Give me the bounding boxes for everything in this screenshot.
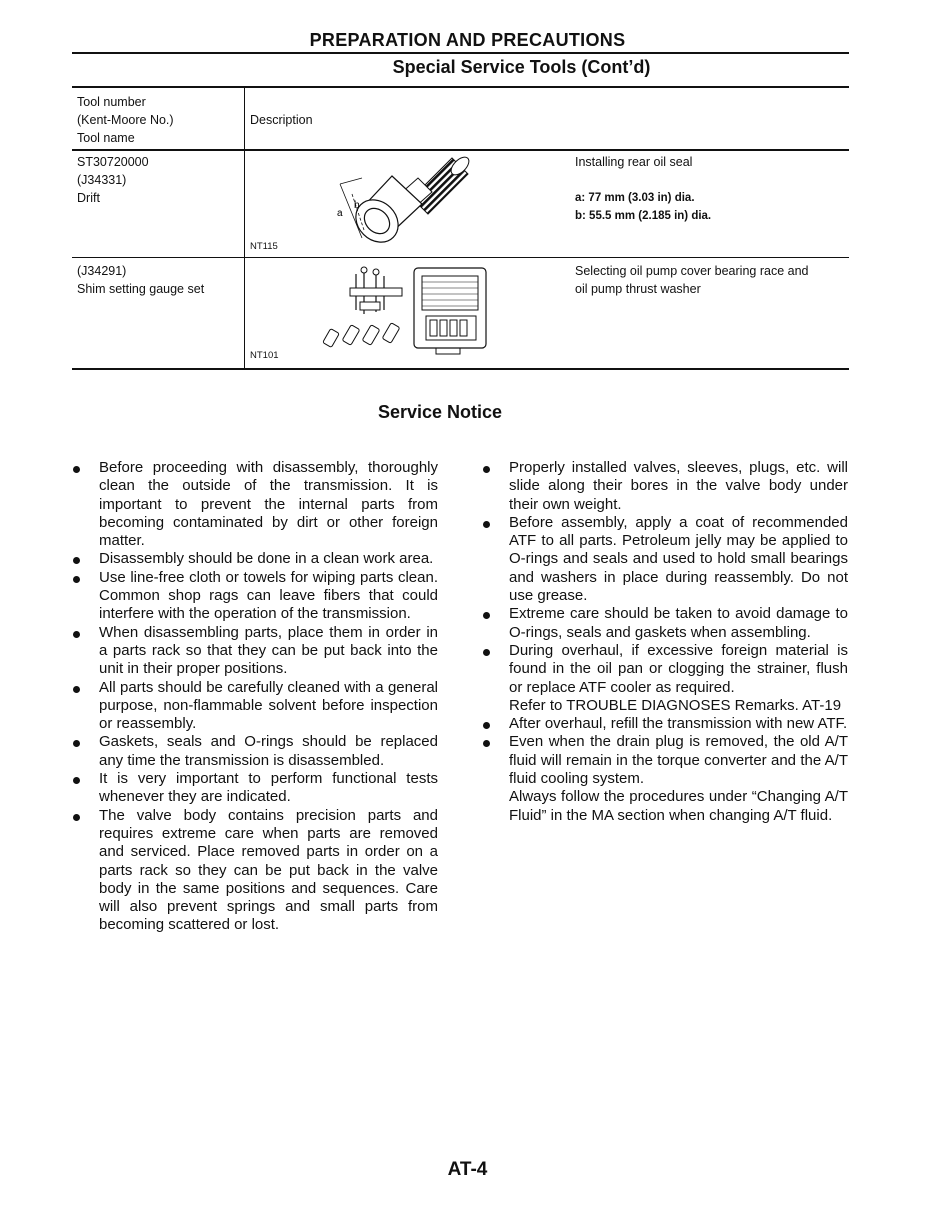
notice-item: Properly installed valves, sleeves, plugs, etc. will slide along their bores in the valve body under their own weight. — [482, 459, 848, 514]
notice-item: All parts should be carefully cleaned with a general purpose, non-flammable solvent before inspection or reassembly. — [72, 679, 438, 734]
notice-left-column — [72, 459, 438, 935]
page-number: AT-4 — [447, 1159, 488, 1180]
notice-item: Before proceeding with disassembly, thoroughly clean the outside of the transmission. It is important to prevent the internal parts from becoming contaminated by dirt or other foreign matter. — [72, 459, 438, 550]
page-title: PREPARATION AND PRECAUTIONS — [309, 30, 626, 50]
title-rule — [72, 52, 849, 54]
table-bottom-rule — [72, 368, 849, 370]
description-gauge-set — [575, 262, 808, 298]
tool-header-line: Tool name — [77, 131, 135, 145]
spec-b: b: 55.5 mm (2.185 in) dia. — [575, 210, 712, 222]
dimension-b-label: b — [354, 200, 360, 211]
notice-item: It is very important to perform functional tests whenever they are indicated. — [72, 770, 438, 807]
tool-cell-gauge-set — [77, 262, 204, 298]
dimension-a-label: a — [337, 208, 343, 219]
notice-item: The valve body contains precision parts and requires extreme care when parts are removed and serviced. Place removed parts in order on a parts rack so they can be put back in the valve body in the same positions and sequences. Care will also prevent springs and small parts from becoming scattered or lost. — [72, 807, 438, 935]
table-row-divider — [72, 257, 849, 258]
notice-item-continuation: Refer to TROUBLE DIAGNOSES Remarks. AT-19 — [509, 696, 842, 714]
description-line: oil pump thrust washer — [575, 282, 701, 296]
table-column-divider — [244, 86, 245, 370]
notice-item: During overhaul, if excessive foreign material is found in the oil pan or clogging the strainer, flush or replace ATF cooler as required. — [482, 642, 848, 697]
page-subtitle: Special Service Tools (Cont’d) — [392, 57, 651, 77]
notice-item: Before assembly, apply a coat of recommended ATF to all parts. Petroleum jelly may be applied to O-rings and seals and used to hold small bearings and washers in place during reassembly. Do not use grease. — [482, 514, 848, 605]
notice-item: After overhaul, refill the transmission with new ATF. — [482, 715, 848, 733]
figure-code-nt115: NT115 — [250, 241, 278, 252]
notice-item: Disassembly should be done in a clean work area. — [72, 550, 438, 568]
tool-header-line: Tool number — [77, 95, 146, 109]
figure-code-nt101: NT101 — [250, 350, 279, 361]
service-notice-title: Service Notice — [378, 402, 503, 422]
tool-header-line: (Kent-Moore No.) — [77, 113, 174, 127]
kent-moore-number: (J34291) — [77, 264, 127, 278]
notice-right-column — [482, 459, 848, 825]
tool-header — [77, 93, 174, 147]
tool-name: Drift — [77, 191, 100, 205]
gauge-set-illustration — [320, 260, 492, 360]
spec-a: a: 77 mm (3.03 in) dia. — [575, 192, 695, 204]
description-text: Installing rear oil seal — [575, 155, 693, 169]
description-line: Selecting oil pump cover bearing race and — [575, 264, 809, 278]
notice-item-continuation: Always follow the procedures under “Changing A/T Fluid” in the MA section when changing A/T fluid. — [509, 788, 848, 824]
notice-item: Use line-free cloth or towels for wiping parts clean. Common shop rags can leave fibers that could interfere with the operation of the transmission. — [72, 569, 438, 624]
notice-item: Extreme care should be taken to avoid damage to O-rings, seals and gaskets when assembling. — [482, 605, 848, 642]
table-top-rule — [72, 86, 849, 88]
description-drift — [575, 153, 711, 225]
notice-item: Even when the drain plug is removed, the old A/T fluid will remain in the torque converter and the A/T fluid cooling system. — [482, 733, 848, 788]
description-header: Description — [250, 113, 313, 127]
notice-item: When disassembling parts, place them in order in a parts rack so that they can be put back into the unit in their proper positions. — [72, 624, 438, 679]
drift-tool-illustration — [320, 150, 480, 250]
tool-number: ST30720000 — [77, 155, 149, 169]
tool-cell-drift — [77, 153, 149, 207]
tool-name: Shim setting gauge set — [77, 282, 205, 296]
kent-moore-number: (J34331) — [77, 173, 127, 187]
notice-item: Gaskets, seals and O-rings should be replaced any time the transmission is disassembled. — [72, 733, 438, 770]
